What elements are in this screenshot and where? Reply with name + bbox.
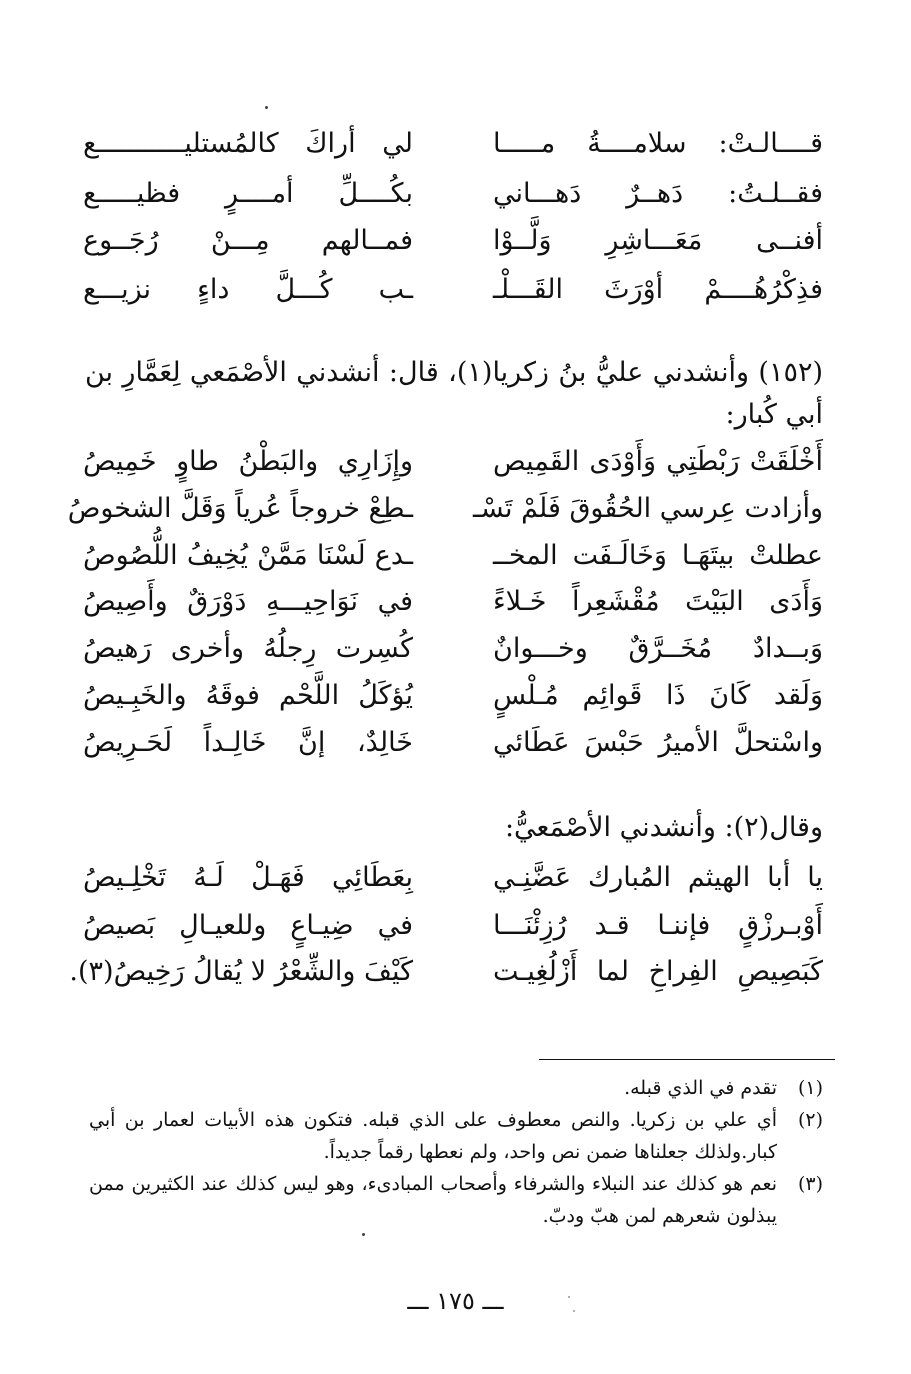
footnote-text: أي علي بن زكريا. والنص معطوف على الذي قبله. فتكون هذه الأبيات لعمار بن أبي كبار.ولذلك جعلناها ضمن نص واحد، ولم نعطها رقماً جديداً. [89, 1109, 777, 1163]
verse-first-hemistich: واسْتحلَّ الأميرُ حَبْسَ عَطَائي [493, 727, 823, 758]
ink-speck [362, 1233, 365, 1236]
verse-second-hemistich: ـدع لَسْنَا مَمَّنْ يُخِيفُ اللُّصُوصُ [83, 540, 413, 571]
verse-first-hemistich: قــــالـتْ: سلامــــةُ مـــــا [493, 128, 823, 159]
verse-line [83, 540, 823, 586]
verse-line [67, 493, 823, 540]
verse-second-hemistich: في ضِيـاعٍ وللعيـالِ بَصيصُ [83, 910, 413, 941]
ink-speck [568, 1296, 570, 1298]
verse-first-hemistich: عطلتْ بيتَهَـا وَخَالَـفَت المخــ [493, 540, 823, 571]
footnote-number: (٣) [797, 1173, 823, 1195]
verse-line [83, 128, 823, 178]
verse-line [83, 633, 823, 680]
verse-first-hemistich: وَبــدادٌ مُخَــرَّقٌ وخـــوانٌ [493, 633, 823, 664]
verse-line [83, 446, 823, 493]
verse-first-hemistich: وأزادت عِرسي الحُقُوقَ فَلَمْ تَسْـ [472, 493, 823, 524]
verse-second-hemistich: ـب كُـــلَّ داءٍ نزيـــع [83, 274, 413, 305]
verse-line [83, 274, 823, 322]
verse-line [83, 862, 823, 910]
verse-second-hemistich: يُؤكَلُ اللَّحْم فوقَهُ والخَبِـيصُ [83, 680, 413, 711]
verse-first-hemistich: فقــلـتُ: دَهــرٌ دَهـــاني [493, 178, 823, 209]
ink-speck [265, 106, 268, 109]
verse-first-hemistich: أَوْبـرزْقٍ فإننـا قـد رُزِئْنَـــا [493, 910, 823, 941]
verse-first-hemistich: وَلَقد كَانَ ذَا قَوائِم مُـلْسٍ [493, 680, 823, 711]
footnote-separator [539, 1059, 835, 1060]
verse-line [83, 586, 823, 633]
verse-second-hemistich: في نَوَاحِيـــهِ دَوْرَقٌ وأَصِيصُ [83, 586, 413, 617]
verse-line [83, 225, 823, 274]
footnote-text: تقدم في الذي قبله. [624, 1077, 777, 1099]
verse-second-hemistich: بِعَطَائِي فَهَـلْ لَـهُ تَخْلِـيصُ [83, 862, 413, 893]
verse-second-hemistich: خَالِدٌ، إنَّ خَالِـداً لَحَـرِيصُ [83, 727, 413, 758]
footnote [89, 1072, 823, 1104]
poem-bottom [69, 862, 823, 1004]
footnote-number: (٢) [797, 1109, 823, 1131]
verse-first-hemistich: فذِكْرُهُــــمْ أوْرَثَ القَـــلْـ [493, 274, 823, 305]
footnotes [89, 1072, 823, 1232]
verse-second-hemistich: لي أراكَ كالمُستليـــــــــــع [83, 128, 413, 159]
verse-line [83, 178, 823, 225]
entry-152-heading: (١٥٢) وأنشدني عليُّ بنُ زكريا(١)، قال: أنشدني الأصْمَعي لِعَمَّارِ بن أبي كُبار: [85, 357, 823, 430]
verse-line [83, 680, 823, 727]
verse-second-hemistich: كَيْفَ والشِّعْرُ لا يُقالُ رَخِيصُ(٣). [69, 956, 413, 987]
footnote [89, 1104, 823, 1168]
verse-first-hemistich: أفنــى مَعَـــاشِرِ وَلَّــوْا [493, 225, 823, 256]
verse-second-hemistich: بكُــــلِّ أمــــرٍ فظيـــــع [83, 178, 413, 209]
verse-line [83, 727, 823, 774]
poem-middle [67, 446, 823, 774]
verse-first-hemistich: يا أبا الهيثم المُبارك عَضَّنِـي [493, 862, 823, 893]
verse-first-hemistich: كَبَصِيصِ الفِراخِ لما أَزْلُغِيـت [493, 956, 823, 987]
footnote-text: نعم هو كذلك عند النبلاء والشرفاء وأصحاب المبادىء، وهو ليس كذلك عند الكثيرين ممن يبذلون شعرهم لمن هبّ ودبّ. [89, 1173, 777, 1227]
verse-first-hemistich: أَخْلَقَتْ رَبْطَتِي وَأَوْدَى القَمِيص [493, 446, 823, 477]
verse-second-hemistich: فمــالهم مِـــنْ رُجَــوع [83, 225, 413, 256]
poem-top [83, 128, 823, 322]
verse-line [83, 910, 823, 956]
page-number: ـــ ١٧٥ ـــ [407, 1287, 504, 1315]
footnote [89, 1168, 823, 1232]
verse-second-hemistich: كُسِرت رِجلُهُ وأخرى رَهيصُ [83, 633, 413, 664]
verse-first-hemistich: وَأَدَى البَيْتَ مُقْشَعِراً خَـلاءً [493, 586, 823, 617]
intro-line-2: وقال(٢): وأنشدني الأصْمَعيُّ: [504, 812, 823, 843]
verse-second-hemistich: ـطِعْ خروجاً عُرياً وَقَلَّ الشخوصُ [67, 493, 413, 524]
footnote-number: (١) [797, 1077, 823, 1099]
ink-speck [573, 1310, 575, 1312]
verse-second-hemistich: وإِزَارِي والبَطْنُ طاوٍ خَمِيصُ [83, 446, 413, 477]
verse-line [69, 956, 823, 1004]
